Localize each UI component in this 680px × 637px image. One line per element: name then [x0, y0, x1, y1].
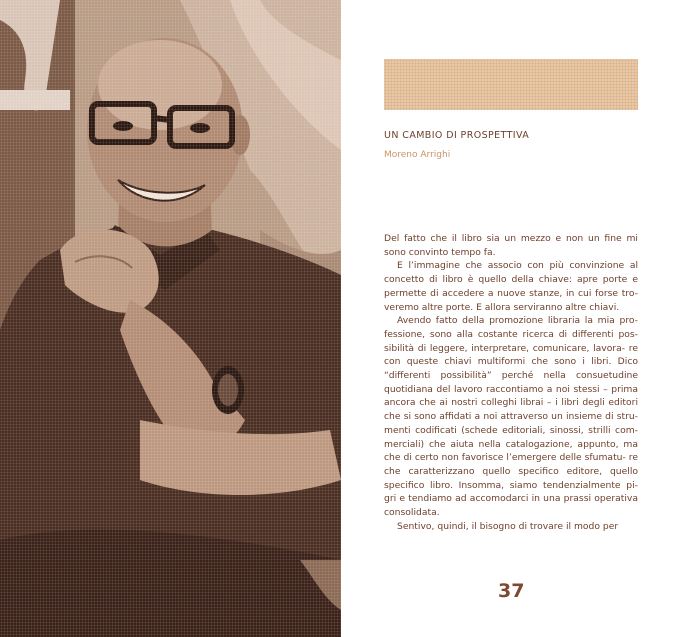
- author-name: Moreno Arrighi: [384, 150, 451, 160]
- header-color-block: [384, 59, 638, 110]
- text-page: [341, 0, 680, 637]
- page-number: 37: [498, 580, 525, 602]
- paragraph: Del fatto che il libro sia un mezzo e non un fine mi sono convinto tempo fa.: [384, 233, 638, 258]
- article-body: [384, 232, 638, 533]
- paragraph: E l’immagine che associo con più convinzione al concetto di libro è quello della chiave: apre porte e permette di accedere a nuove stanze, in cui forse tro- veremo altre porte. E allora serviranno altre chiavi.: [384, 260, 638, 313]
- paragraph: Sentivo, quindi, il bisogno di trovare il modo per: [397, 520, 619, 532]
- paragraph: Avendo fatto della promozione libraria la mia pro- fessione, sono alla costante ricerca di differenti pos- sibilità di leggere, interpretare, comunicare, lavora- re con queste chiavi multiformi che sono i libri. Dico “differenti possibilità” perché nella consuetudine quotidiana del lavoro raccontiamo a noi stessi – prima ancora che ai nostri colleghi librai – i libri degli editori che si sono affidati a noi attraverso un insieme di stru- menti codificati (schede editoriali, sinossi, strilli com- merciali) che aiuta nella catalogazione, appunto, ma che di certo non favorisce l’emergere delle sfumatu- re che caratterizzano quello specifico editore, quello specifico libro. Insomma, siamo tendenzialmente pi- gri e tendiamo ad accomodarci in una prassi operativa consolidata.: [384, 315, 638, 519]
- section-title: UN CAMBIO DI PROSPETTIVA: [384, 130, 530, 141]
